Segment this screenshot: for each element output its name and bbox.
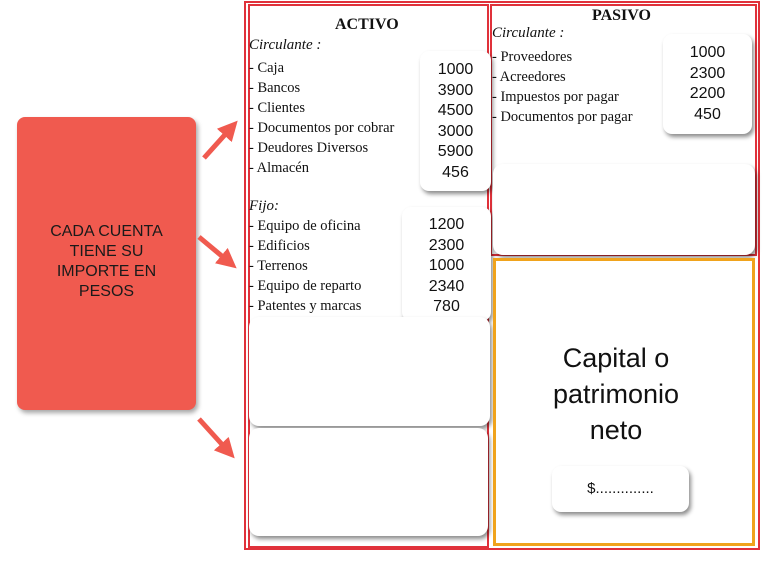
callout-line: IMPORTE EN bbox=[56, 263, 157, 280]
capital-label bbox=[493, 340, 739, 448]
list-item: - Equipo de oficina bbox=[249, 218, 361, 234]
value: 5900 bbox=[437, 143, 474, 160]
value: 1000 bbox=[428, 257, 465, 274]
value: 2340 bbox=[428, 277, 465, 295]
value: 456 bbox=[442, 163, 469, 181]
list-item: - Deudores Diversos bbox=[249, 140, 369, 156]
list-item: - Equipo de reparto bbox=[249, 278, 362, 294]
value: 1000 bbox=[689, 44, 726, 61]
blank-box bbox=[493, 164, 755, 255]
list-item: - Bancos bbox=[249, 80, 301, 96]
callout-line: TIENE SU bbox=[69, 243, 144, 260]
list-item: - Clientes bbox=[249, 100, 305, 116]
arrow-to-circulante-icon bbox=[204, 128, 231, 158]
list-item: - Terrenos bbox=[249, 258, 308, 274]
capital-line: Capital o bbox=[562, 343, 670, 373]
list-item: - Documentos por cobrar bbox=[249, 120, 395, 136]
pasivo-title: PASIVO bbox=[592, 7, 651, 24]
value: 3000 bbox=[437, 122, 474, 140]
list-item: - Caja bbox=[249, 60, 285, 76]
list-item: - Almacén bbox=[249, 160, 309, 176]
activo-circulante-values bbox=[420, 51, 491, 191]
arrow-to-fijo-icon bbox=[199, 237, 229, 262]
activo-fijo-label: Fijo: bbox=[249, 198, 279, 214]
value: 1000 bbox=[437, 61, 474, 78]
pasivo-circulante-list bbox=[492, 47, 633, 127]
capital-line: neto bbox=[589, 415, 643, 445]
activo-title: ACTIVO bbox=[335, 16, 399, 33]
list-item: - Patentes y marcas bbox=[249, 298, 362, 314]
pasivo-circulante-label: Circulante : bbox=[492, 25, 565, 41]
list-item: - Proveedores bbox=[492, 49, 573, 65]
arrow-to-blank-icon bbox=[199, 419, 228, 451]
blank-box bbox=[249, 428, 488, 536]
list-item: - Documentos por pagar bbox=[492, 109, 633, 125]
value: 450 bbox=[694, 105, 721, 123]
value: 1200 bbox=[428, 216, 465, 233]
activo-fijo-list bbox=[249, 216, 361, 316]
value: 2300 bbox=[428, 236, 465, 254]
callout-line: CADA CUENTA bbox=[50, 223, 163, 240]
blank-box bbox=[249, 317, 490, 426]
activo-circulante-label: Circulante : bbox=[249, 37, 322, 53]
activo-fijo-values bbox=[402, 207, 491, 321]
value: 2300 bbox=[689, 64, 726, 82]
value: 2200 bbox=[689, 85, 726, 102]
capital-amount: $.............. bbox=[552, 466, 689, 512]
pasivo-circulante-values bbox=[663, 34, 752, 134]
list-item: - Impuestos por pagar bbox=[492, 89, 619, 105]
capital-line: patrimonio bbox=[552, 379, 680, 409]
value: 3900 bbox=[437, 81, 474, 99]
value: 4500 bbox=[437, 102, 474, 119]
callout-line: PESOS bbox=[78, 283, 135, 300]
list-item: - Edificios bbox=[249, 238, 310, 254]
list-item: - Acreedores bbox=[492, 69, 566, 85]
value: 780 bbox=[433, 298, 460, 315]
activo-circulante-list bbox=[249, 58, 394, 178]
